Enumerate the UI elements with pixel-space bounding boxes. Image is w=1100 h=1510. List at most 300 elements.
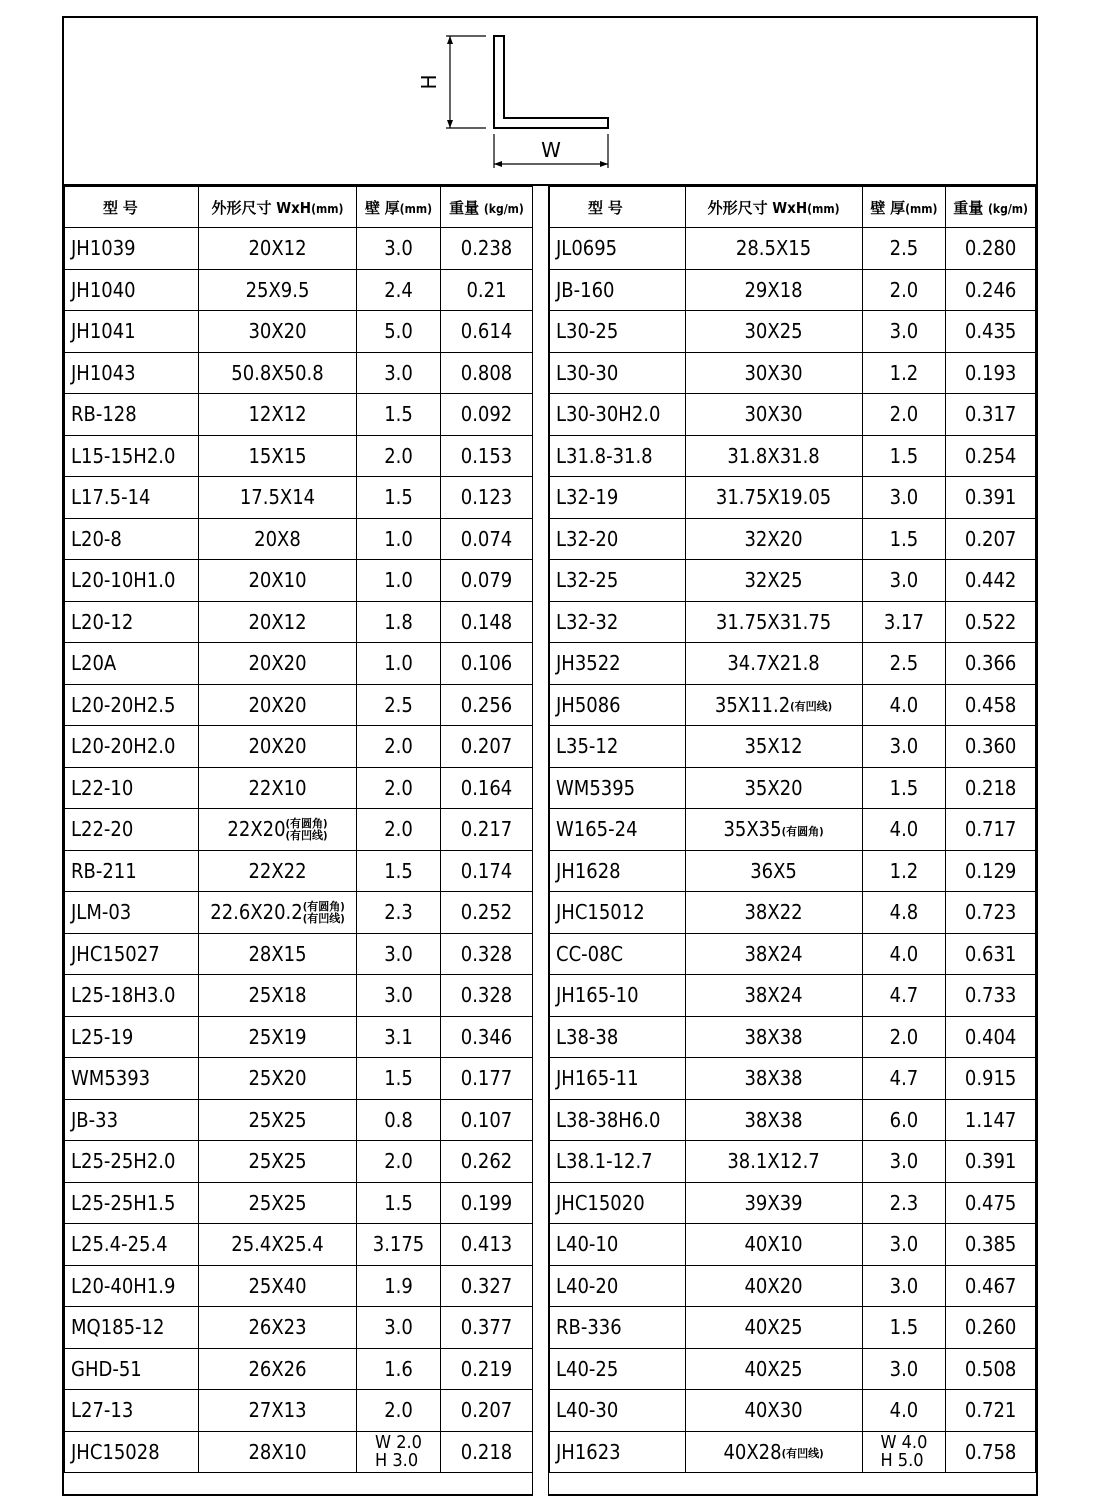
size-value: 32X25 [744, 568, 803, 593]
cell-model: L25-25H2.0 [65, 1141, 199, 1183]
cell-weight: 0.174 [441, 850, 533, 892]
table-row [550, 269, 1036, 311]
table-row [550, 1141, 1036, 1183]
cell-weight: 0.328 [441, 975, 533, 1017]
cell-weight: 0.207 [441, 1390, 533, 1432]
cell-weight: 0.758 [946, 1431, 1036, 1473]
cell-size [199, 892, 357, 934]
table-row [65, 1141, 533, 1183]
size-value: 40X25 [744, 1356, 803, 1381]
table-row [65, 560, 533, 602]
cell-weight: 0.219 [441, 1348, 533, 1390]
cell-model: W165-24 [550, 809, 686, 851]
cell-model: L40-10 [550, 1224, 686, 1266]
cell-model: L15-15H2.0 [65, 435, 199, 477]
cell-weight: 1.147 [946, 1099, 1036, 1141]
table-row [65, 975, 533, 1017]
cell-model: L27-13 [65, 1390, 199, 1432]
cell-wall: 2.0 [357, 809, 441, 851]
cell-model: L25-18H3.0 [65, 975, 199, 1017]
cell-wall: 3.0 [357, 352, 441, 394]
cell-size [199, 269, 357, 311]
cell-size [199, 1058, 357, 1100]
size-value: 25X18 [248, 983, 307, 1008]
table-row [65, 394, 533, 436]
table-row [65, 352, 533, 394]
cell-weight: 0.385 [946, 1224, 1036, 1266]
cell-weight: 0.106 [441, 643, 533, 685]
header-size [685, 187, 862, 228]
cell-wall: 3.17 [862, 601, 946, 643]
cell-wall: 2.0 [357, 1141, 441, 1183]
table-row [65, 601, 533, 643]
cell-weight: 0.915 [946, 1058, 1036, 1100]
cell-model: L22-10 [65, 767, 199, 809]
header-wall-label: 壁 厚 [364, 198, 400, 217]
cell-weight: 0.193 [946, 352, 1036, 394]
cell-model: JHC15020 [550, 1182, 686, 1224]
profile-diagram [64, 18, 1036, 186]
wall-values [880, 1431, 928, 1471]
size-note: (有凹线) [781, 1447, 824, 1461]
cell-weight: 0.721 [946, 1390, 1036, 1432]
cell-size [685, 1058, 862, 1100]
size-value: 20X8 [254, 526, 301, 551]
cell-model: JL0695 [550, 228, 686, 270]
cell-wall: 3.0 [862, 311, 946, 353]
cell-size [685, 726, 862, 768]
header-wall [862, 187, 946, 228]
cell-wall: 4.7 [862, 975, 946, 1017]
size-value: 20X10 [248, 568, 307, 593]
table-row [550, 684, 1036, 726]
header-weight-unit: (kg/m) [988, 201, 1028, 216]
size-value: 22X20 [227, 816, 286, 841]
cell-wall: 2.0 [862, 1016, 946, 1058]
header-weight-label: 重量 [953, 198, 984, 217]
cell-model: L38.1-12.7 [550, 1141, 686, 1183]
size-value: 36X5 [750, 858, 797, 883]
table-row [65, 435, 533, 477]
cell-size [685, 1016, 862, 1058]
size-value: 30X30 [744, 360, 803, 385]
cell-weight: 0.391 [946, 477, 1036, 519]
cell-wall: 1.5 [862, 435, 946, 477]
table-row [65, 726, 533, 768]
size-value: 35X35 [723, 817, 782, 842]
cell-wall: 3.0 [862, 726, 946, 768]
table-row [550, 1182, 1036, 1224]
size-value: 20X12 [248, 236, 307, 261]
left-spec-table [64, 186, 533, 1473]
cell-wall: 3.0 [357, 228, 441, 270]
header-model-label: 型 号 [103, 198, 138, 217]
cell-model: JH1041 [65, 311, 199, 353]
cell-size [199, 601, 357, 643]
cell-size [685, 601, 862, 643]
table-row [550, 1058, 1036, 1100]
cell-wall: 1.5 [357, 1058, 441, 1100]
cell-wall: 2.0 [357, 1390, 441, 1432]
size-value: 28X15 [248, 941, 307, 966]
cell-size [685, 933, 862, 975]
size-value: 17.5X14 [239, 485, 316, 510]
size-value: 22.6X20.2 [210, 899, 303, 924]
table-row [550, 975, 1036, 1017]
header-wall-label: 壁 厚 [870, 198, 906, 217]
table-row [65, 933, 533, 975]
cell-size [199, 1307, 357, 1349]
cell-weight: 0.366 [946, 643, 1036, 685]
cell-size [685, 560, 862, 602]
cell-wall: 1.5 [357, 477, 441, 519]
table-row [550, 933, 1036, 975]
cell-model: L40-25 [550, 1348, 686, 1390]
cell-weight: 0.079 [441, 560, 533, 602]
size-value: 40X20 [744, 1273, 803, 1298]
size-notes [286, 818, 328, 842]
cell-weight: 0.164 [441, 767, 533, 809]
l-angle-profile-drawing [64, 18, 1036, 184]
cell-model: JH1040 [65, 269, 199, 311]
table-row [550, 1099, 1036, 1141]
table-row [65, 1265, 533, 1307]
cell-wall [357, 1431, 441, 1473]
size-value: 38X24 [744, 983, 803, 1008]
cell-model: JH1628 [550, 850, 686, 892]
cell-size [199, 394, 357, 436]
cell-wall: 4.0 [862, 933, 946, 975]
spec-sheet [62, 16, 1038, 1496]
size-value: 28X10 [248, 1439, 307, 1464]
cell-weight: 0.254 [946, 435, 1036, 477]
wall-h-value: H 5.0 [880, 1449, 924, 1471]
cell-size [685, 767, 862, 809]
cell-weight: 0.327 [441, 1265, 533, 1307]
cell-model: JHC15027 [65, 933, 199, 975]
table-row [550, 850, 1036, 892]
cell-weight: 0.123 [441, 477, 533, 519]
cell-weight: 0.217 [441, 809, 533, 851]
cell-weight: 0.252 [441, 892, 533, 934]
cell-wall: 1.8 [357, 601, 441, 643]
size-value: 38X38 [744, 1024, 803, 1049]
cell-weight: 0.413 [441, 1224, 533, 1266]
size-value: 25X9.5 [245, 277, 310, 302]
table-row [65, 1224, 533, 1266]
cell-weight: 0.377 [441, 1307, 533, 1349]
cell-wall: 2.4 [357, 269, 441, 311]
cell-weight: 0.442 [946, 560, 1036, 602]
cell-model: JLM-03 [65, 892, 199, 934]
cell-weight: 0.280 [946, 228, 1036, 270]
cell-weight: 0.207 [946, 518, 1036, 560]
cell-wall: 1.5 [862, 1307, 946, 1349]
table-row [550, 394, 1036, 436]
cell-wall: 3.0 [862, 1141, 946, 1183]
cell-size [199, 1390, 357, 1432]
cell-wall: 2.5 [357, 684, 441, 726]
table-row [550, 1431, 1036, 1473]
cell-size [199, 643, 357, 685]
cell-model: L32-25 [550, 560, 686, 602]
cell-model: WM5395 [550, 767, 686, 809]
cell-model: JH3522 [550, 643, 686, 685]
cell-model: MQ185-12 [65, 1307, 199, 1349]
cell-size [199, 809, 357, 851]
table-row [550, 352, 1036, 394]
cell-model: L32-32 [550, 601, 686, 643]
cell-model: L38-38 [550, 1016, 686, 1058]
cell-wall: 3.0 [357, 1307, 441, 1349]
size-value: 35X20 [744, 775, 803, 800]
size-value: 31.75X31.75 [715, 609, 832, 634]
size-value: 12X12 [248, 402, 307, 427]
cell-weight: 0.404 [946, 1016, 1036, 1058]
cell-wall: 6.0 [862, 1099, 946, 1141]
cell-weight: 0.458 [946, 684, 1036, 726]
size-value: 40X28 [723, 1439, 782, 1464]
table-row [550, 767, 1036, 809]
header-weight-label: 重量 [449, 198, 480, 217]
cell-weight: 0.467 [946, 1265, 1036, 1307]
size-value: 38X38 [744, 1066, 803, 1091]
cell-size [685, 477, 862, 519]
cell-wall: 3.175 [357, 1224, 441, 1266]
size-value: 20X20 [248, 734, 307, 759]
cell-size [199, 311, 357, 353]
size-value: 31.8X31.8 [727, 443, 820, 468]
size-note: (有圆角) [302, 900, 345, 913]
table-row [550, 477, 1036, 519]
cell-size [199, 726, 357, 768]
cell-model: L20-20H2.0 [65, 726, 199, 768]
cell-wall: 2.5 [862, 643, 946, 685]
cell-model: JHC15028 [65, 1431, 199, 1473]
cell-wall: 2.0 [357, 767, 441, 809]
size-value: 25X19 [248, 1024, 307, 1049]
cell-size [685, 352, 862, 394]
table-row [65, 850, 533, 892]
cell-weight: 0.246 [946, 269, 1036, 311]
cell-weight: 0.107 [441, 1099, 533, 1141]
cell-size [685, 1431, 862, 1473]
cell-weight: 0.360 [946, 726, 1036, 768]
table-row [65, 1182, 533, 1224]
cell-size [199, 518, 357, 560]
cell-size [685, 850, 862, 892]
cell-model: L30-30 [550, 352, 686, 394]
size-value: 50.8X50.8 [231, 360, 324, 385]
header-wall [357, 187, 441, 228]
size-note: (有凹线) [285, 829, 328, 842]
table-row [65, 643, 533, 685]
cell-wall: 3.1 [357, 1016, 441, 1058]
cell-weight: 0.238 [441, 228, 533, 270]
cell-size [199, 1099, 357, 1141]
size-note: (有凹线) [790, 700, 833, 714]
cell-size [199, 1348, 357, 1390]
cell-wall: 3.0 [862, 1265, 946, 1307]
cell-size [685, 311, 862, 353]
table-row [65, 1307, 533, 1349]
cell-weight: 0.260 [946, 1307, 1036, 1349]
cell-wall: 1.0 [357, 518, 441, 560]
cell-size [685, 684, 862, 726]
size-value: 22X22 [248, 858, 307, 883]
size-value: 25X20 [248, 1066, 307, 1091]
cell-wall: 1.6 [357, 1348, 441, 1390]
cell-wall: 2.0 [357, 435, 441, 477]
cell-size [199, 1431, 357, 1473]
size-note: (有圆角) [285, 817, 328, 830]
size-value: 30X30 [744, 402, 803, 427]
size-value: 35X11.2 [714, 692, 791, 717]
header-row [550, 187, 1036, 228]
table-row [550, 518, 1036, 560]
cell-wall: 2.5 [862, 228, 946, 270]
table-row [65, 269, 533, 311]
cell-size [685, 228, 862, 270]
cell-wall: 4.0 [862, 809, 946, 851]
size-value: 29X18 [744, 277, 803, 302]
table-row [65, 892, 533, 934]
cell-model: JH1043 [65, 352, 199, 394]
cell-model: L20A [65, 643, 199, 685]
cell-model: JH5086 [550, 684, 686, 726]
cell-weight: 0.074 [441, 518, 533, 560]
cell-model: L20-10H1.0 [65, 560, 199, 602]
cell-model: L40-20 [550, 1265, 686, 1307]
cell-model: CC-08C [550, 933, 686, 975]
cell-wall: 2.0 [862, 394, 946, 436]
cell-wall: 2.0 [862, 269, 946, 311]
cell-wall: 2.0 [357, 726, 441, 768]
cell-weight: 0.391 [946, 1141, 1036, 1183]
cell-model: L30-30H2.0 [550, 394, 686, 436]
table-row [550, 1016, 1036, 1058]
cell-weight: 0.614 [441, 311, 533, 353]
cell-wall: 1.5 [357, 1182, 441, 1224]
right-spec-table [549, 186, 1036, 1473]
cell-weight: 0.717 [946, 809, 1036, 851]
cell-wall: 1.5 [357, 850, 441, 892]
cell-size [685, 269, 862, 311]
size-notes [303, 901, 345, 925]
size-value: 15X15 [248, 443, 307, 468]
size-value: 30X20 [248, 319, 307, 344]
table-row [550, 1224, 1036, 1266]
cell-wall: 3.0 [862, 1348, 946, 1390]
cell-weight: 0.733 [946, 975, 1036, 1017]
size-note: (有凹线) [302, 912, 345, 925]
cell-weight: 0.317 [946, 394, 1036, 436]
cell-size [199, 850, 357, 892]
cell-weight: 0.21 [441, 269, 533, 311]
cell-weight: 0.218 [946, 767, 1036, 809]
cell-weight: 0.207 [441, 726, 533, 768]
table-row [65, 767, 533, 809]
table-row [550, 892, 1036, 934]
h-label: H [417, 74, 441, 90]
table-row [550, 1348, 1036, 1390]
wall-w-value: W 4.0 [880, 1431, 928, 1453]
size-value: 26X23 [248, 1315, 307, 1340]
table-row [550, 560, 1036, 602]
table-row [65, 1348, 533, 1390]
cell-wall: 3.0 [357, 933, 441, 975]
cell-wall: 1.5 [862, 767, 946, 809]
cell-weight: 0.723 [946, 892, 1036, 934]
cell-weight: 0.631 [946, 933, 1036, 975]
size-value: 25X40 [248, 1273, 307, 1298]
cell-weight: 0.199 [441, 1182, 533, 1224]
size-value: 31.75X19.05 [715, 485, 832, 510]
table-row [550, 809, 1036, 851]
header-model [65, 187, 199, 228]
cell-size [685, 1099, 862, 1141]
table-row [65, 1016, 533, 1058]
cell-size [685, 1224, 862, 1266]
cell-weight: 0.148 [441, 601, 533, 643]
cell-wall: 5.0 [357, 311, 441, 353]
header-model-label: 型 号 [588, 198, 623, 217]
table-row [65, 809, 533, 851]
cell-model: L25-19 [65, 1016, 199, 1058]
table-row [550, 726, 1036, 768]
header-wall-unit: (mm) [399, 201, 433, 216]
cell-size [199, 477, 357, 519]
table-row [550, 311, 1036, 353]
cell-model: L20-20H2.5 [65, 684, 199, 726]
cell-model: L22-20 [65, 809, 199, 851]
cell-size [685, 1307, 862, 1349]
size-value: 38X38 [744, 1107, 803, 1132]
size-value: 40X25 [744, 1315, 803, 1340]
cell-model: RB-336 [550, 1307, 686, 1349]
size-value: 40X30 [744, 1398, 803, 1423]
cell-wall: 0.8 [357, 1099, 441, 1141]
cell-weight: 0.256 [441, 684, 533, 726]
cell-weight: 0.129 [946, 850, 1036, 892]
cell-weight: 0.328 [441, 933, 533, 975]
cell-model: RB-128 [65, 394, 199, 436]
cell-model: L20-8 [65, 518, 199, 560]
header-wall-unit: (mm) [905, 201, 938, 216]
table-row [550, 601, 1036, 643]
table-row [65, 1058, 533, 1100]
cell-model: JH1039 [65, 228, 199, 270]
cell-weight: 0.153 [441, 435, 533, 477]
size-value: 34.7X21.8 [727, 651, 820, 676]
cell-model: L38-38H6.0 [550, 1099, 686, 1141]
size-value: 40X10 [744, 1232, 803, 1257]
table-row [65, 684, 533, 726]
w-label: W [541, 138, 561, 162]
cell-size [685, 518, 862, 560]
cell-size [199, 560, 357, 602]
size-value: 27X13 [248, 1398, 307, 1423]
cell-size [199, 228, 357, 270]
cell-model: L25.4-25.4 [65, 1224, 199, 1266]
size-value: 25X25 [248, 1107, 307, 1132]
cell-weight: 0.346 [441, 1016, 533, 1058]
cell-model: L32-20 [550, 518, 686, 560]
header-size-label: 外形尺寸 WxH [707, 198, 808, 217]
size-value: 25X25 [248, 1190, 307, 1215]
cell-wall: 3.0 [862, 560, 946, 602]
table-row [65, 1431, 533, 1473]
